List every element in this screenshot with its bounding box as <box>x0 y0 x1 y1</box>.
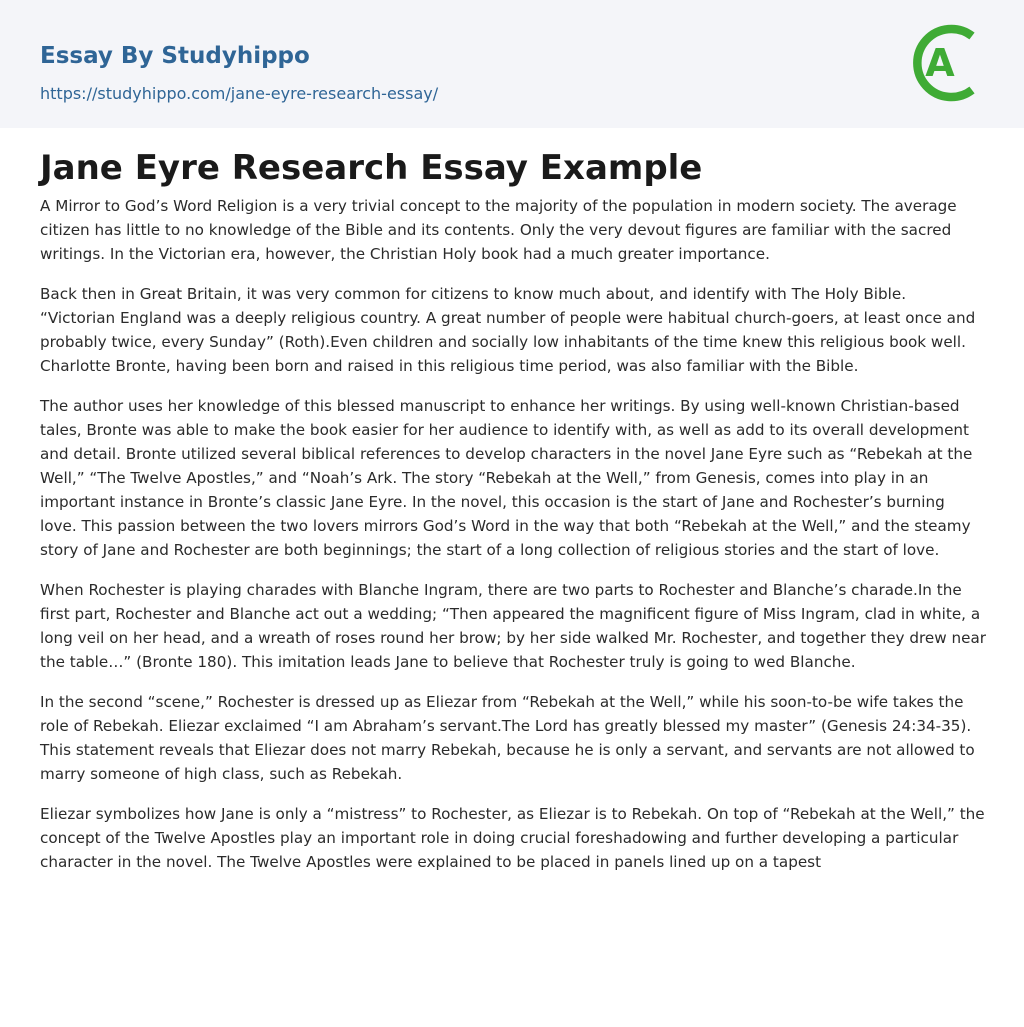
essay-paragraph: The author uses her knowledge of this blessed manuscript to enhance her writings. By using well-known Christian-based tales, Bronte was able to make the book easier for her audience to identify with, as well as add to its overall development and detail. Bronte utilized several biblical references to develop characters in the novel Jane Eyre such as “Rebekah at the Well,” “The Twelve Apostles,” and “Noah’s Ark. The story “Rebekah at the Well,” from Genesis, comes into play in an important instance in Bronte’s classic Jane Eyre. In the novel, this occasion is the start of Jane and Rochester’s burning love. This passion between the two lovers mirrors God’s Word in the way that both “Rebekah at the Well,” and the steamy story of Jane and Rochester are both beginnings; the start of a long collection of religious stories and the start of love. <box>40 397 973 559</box>
essay-body <box>40 194 986 890</box>
essay-paragraph: In the second “scene,” Rochester is dressed up as Eliezar from “Rebekah at the Well,” while his soon-to-be wife takes the role of Rebekah. Eliezar exclaimed “I am Abraham’s servant.The Lord has greatly blessed my master” (Genesis 24:34-35). This statement reveals that Eliezar does not marry Rebekah, because he is only a servant, and servants are not allowed to marry someone of high class, such as Rebekah. <box>40 693 975 783</box>
essay-paragraph: Back then in Great Britain, it was very common for citizens to know much about, and identify with The Holy Bible. “Victorian England was a deeply religious country. A great number of people were habitual church-goers, at least once and probably twice, every Sunday” (Roth).Even children and socially low inhabitants of the time knew this religious book well. Charlotte Bronte, having been born and raised in this religious time period, was also familiar with the Bible. <box>40 285 976 375</box>
source-url-link[interactable]: https://studyhippo.com/jane-eyre-research-essay/ <box>40 84 439 103</box>
essay-paragraph: Eliezar symbolizes how Jane is only a “mistress” to Rochester, as Eliezar is to Rebekah. On top of “Rebekah at the Well,” the concept of the Twelve Apostles play an important role in doing crucial foreshadowing and further developing a particular character in the novel. The Twelve Apostles were explained to be placed in panels lined up on a tapest <box>40 805 985 871</box>
studyhippo-logo-icon[interactable] <box>912 20 986 106</box>
logo-letter: A <box>925 41 955 85</box>
essay-paragraph: When Rochester is playing charades with Blanche Ingram, there are two parts to Rochester and Blanche’s charade.In the first part, Rochester and Blanche act out a wedding; “Then appeared the magnificent figure of Miss Ingram, clad in white, a long veil on her head, and a wreath of roses round her brow; by her side walked Mr. Rochester, and together they drew near the table…” (Bronte 180). This imitation leads Jane to believe that Rochester truly is going to wed Blanche. <box>40 581 987 671</box>
site-header <box>0 0 1024 128</box>
essay-paragraph: A Mirror to God’s Word Religion is a very trivial concept to the majority of the population in modern society. The average citizen has little to no knowledge of the Bible and its contents. Only the very devout figures are familiar with the sacred writings. In the Victorian era, however, the Christian Holy book had a much greater importance. <box>40 197 957 263</box>
essay-title: Jane Eyre Research Essay Example <box>40 148 703 188</box>
site-name[interactable]: Essay By Studyhippo <box>40 43 310 69</box>
